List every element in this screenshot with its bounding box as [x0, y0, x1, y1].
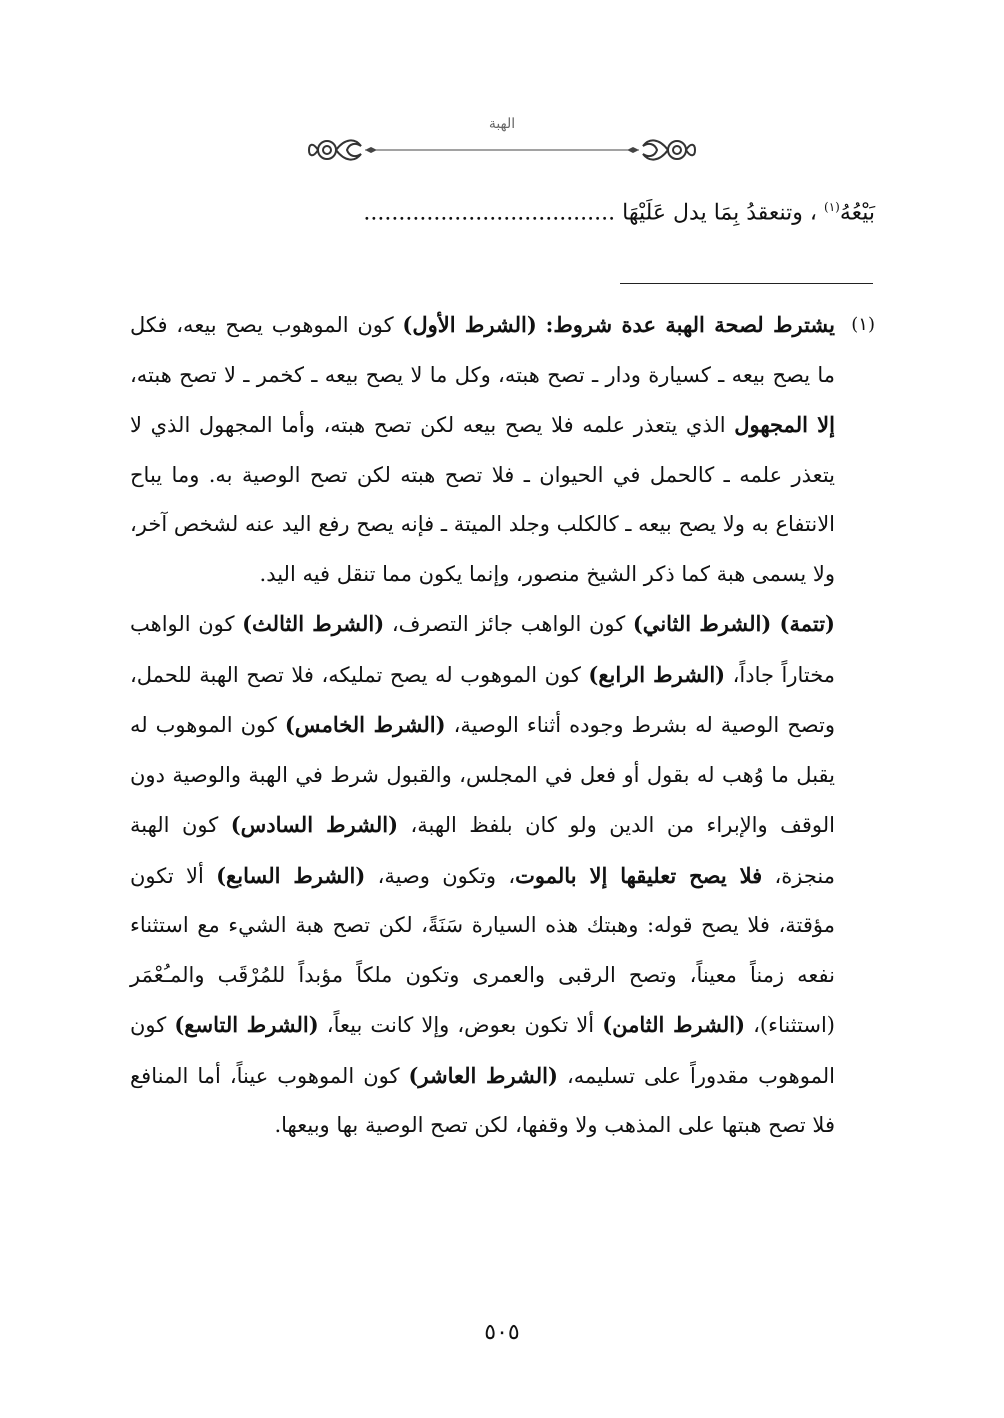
text-segment: ألا تكون مؤقتة، فلا يصح قوله: وهبتك هذه السيارة سَنَةً، لكن تصح هبة الشيء مع استثناء نفعه زمناً معيناً، وتصح الرقبى والعمرى وتكون ملكاً مؤبداً للمُرْقَب والمـُعْمَر (استثناء)،	[130, 863, 835, 1037]
text-segment: كون الموهوب عيناً، أما المنافع فلا تصح هبتها على المذهب ولا وقفها، لكن تصح الوصية بها وبيعها.	[130, 1063, 835, 1137]
text-segment: كون الموهوب له يقبل ما وُهب له بقول أو فعل في المجلس، والقبول شرط في الهبة والوصية دون الوقف والإبراء من الدين ولو كان بلفظ الهبة،	[130, 713, 835, 837]
bold-segment: يشترط لصحة الهبة عدة شروط:	[545, 312, 835, 337]
footnote-paragraph-2	[130, 599, 835, 1151]
bold-segment: (الشرط السابع)	[216, 862, 366, 888]
text-segment: كون الهبة منجزة،	[130, 813, 836, 888]
text-segment: ألا تكون بعوض، وإلا كانت بيعاً،	[318, 1013, 603, 1037]
main-text-continuation: ، وتنعقدُ بِمَا يدل عَلَيْهَا	[622, 200, 817, 226]
text-segment: كون الموهوب يصح بيعه، فكل ما يصح بيعه ـ كسيارة ودار ـ تصح هبته، وكل ما لا يصح بيعه ـ كخمر ـ لا تصح هبته،	[130, 313, 835, 387]
bold-segment: (الشرط الثالث)	[242, 611, 385, 636]
footnote	[130, 300, 875, 1151]
bold-segment: (الشرط السادس)	[230, 812, 399, 837]
text-segment: كون الواهب مختاراً جاداً،	[130, 612, 835, 687]
text-segment: كون الواهب جائز التصرف،	[384, 612, 633, 636]
footnote-paragraph-1	[130, 300, 835, 599]
text-segment: ، وتكون وصية،	[365, 863, 516, 888]
footnote-number: (١)	[851, 314, 875, 335]
running-header-title: الهبة	[488, 116, 516, 132]
text-segment: الذي يتعذر علمه فلا يصح بيعه لكن تصح هبته، وأما المجهول الذي لا يتعذر علمه ـ كالحمل في الحيوان ـ فلا تصح هبته لكن تصح الوصية به. وما يباح الانتفاع به ولا يصح بيعه ـ كالكلب وجلد الميتة ـ فإنه يصح رفع اليد عنه لشخص آخر، ولا يسمى هبة كما ذكر الشيخ منصور، وإنما يكون مما تنقل فيه اليد.	[130, 413, 835, 586]
bold-segment: (تتمة) (الشرط الثاني)	[632, 611, 835, 636]
main-text-word: بَيْعُهُ	[839, 200, 875, 226]
bold-segment: (الشرط الأول)	[402, 312, 537, 337]
bold-segment: (الشرط الثامن)	[602, 1012, 746, 1037]
text-segment: كون الموهوب له يصح تمليكه، فلا تصح الهبة للحمل، وتصح الوصية له بشرط وجوده أثناء الوصية،	[130, 662, 835, 737]
main-text-line	[130, 200, 875, 225]
text-segment	[537, 313, 546, 337]
header-ornament	[305, 132, 699, 168]
bold-segment: (الشرط الرابع)	[588, 661, 726, 687]
page-number: ٥٠٥	[484, 1320, 520, 1345]
bold-segment: (الشرط التاسع)	[174, 1012, 319, 1037]
text-segment: كون الموهوب مقدوراً على تسليمه،	[130, 1013, 835, 1088]
footnote-reference[interactable]: (١)	[824, 200, 840, 214]
bold-segment: (الشرط العاشر)	[408, 1062, 558, 1088]
bold-segment: (الشرط الخامس)	[284, 712, 446, 737]
footnote-separator	[620, 283, 873, 284]
dot-leader: ....................................	[363, 200, 616, 226]
bold-segment: فلا يصح تعليقها إلا بالموت	[515, 862, 763, 888]
bold-segment: إلا المجهول	[734, 412, 835, 437]
